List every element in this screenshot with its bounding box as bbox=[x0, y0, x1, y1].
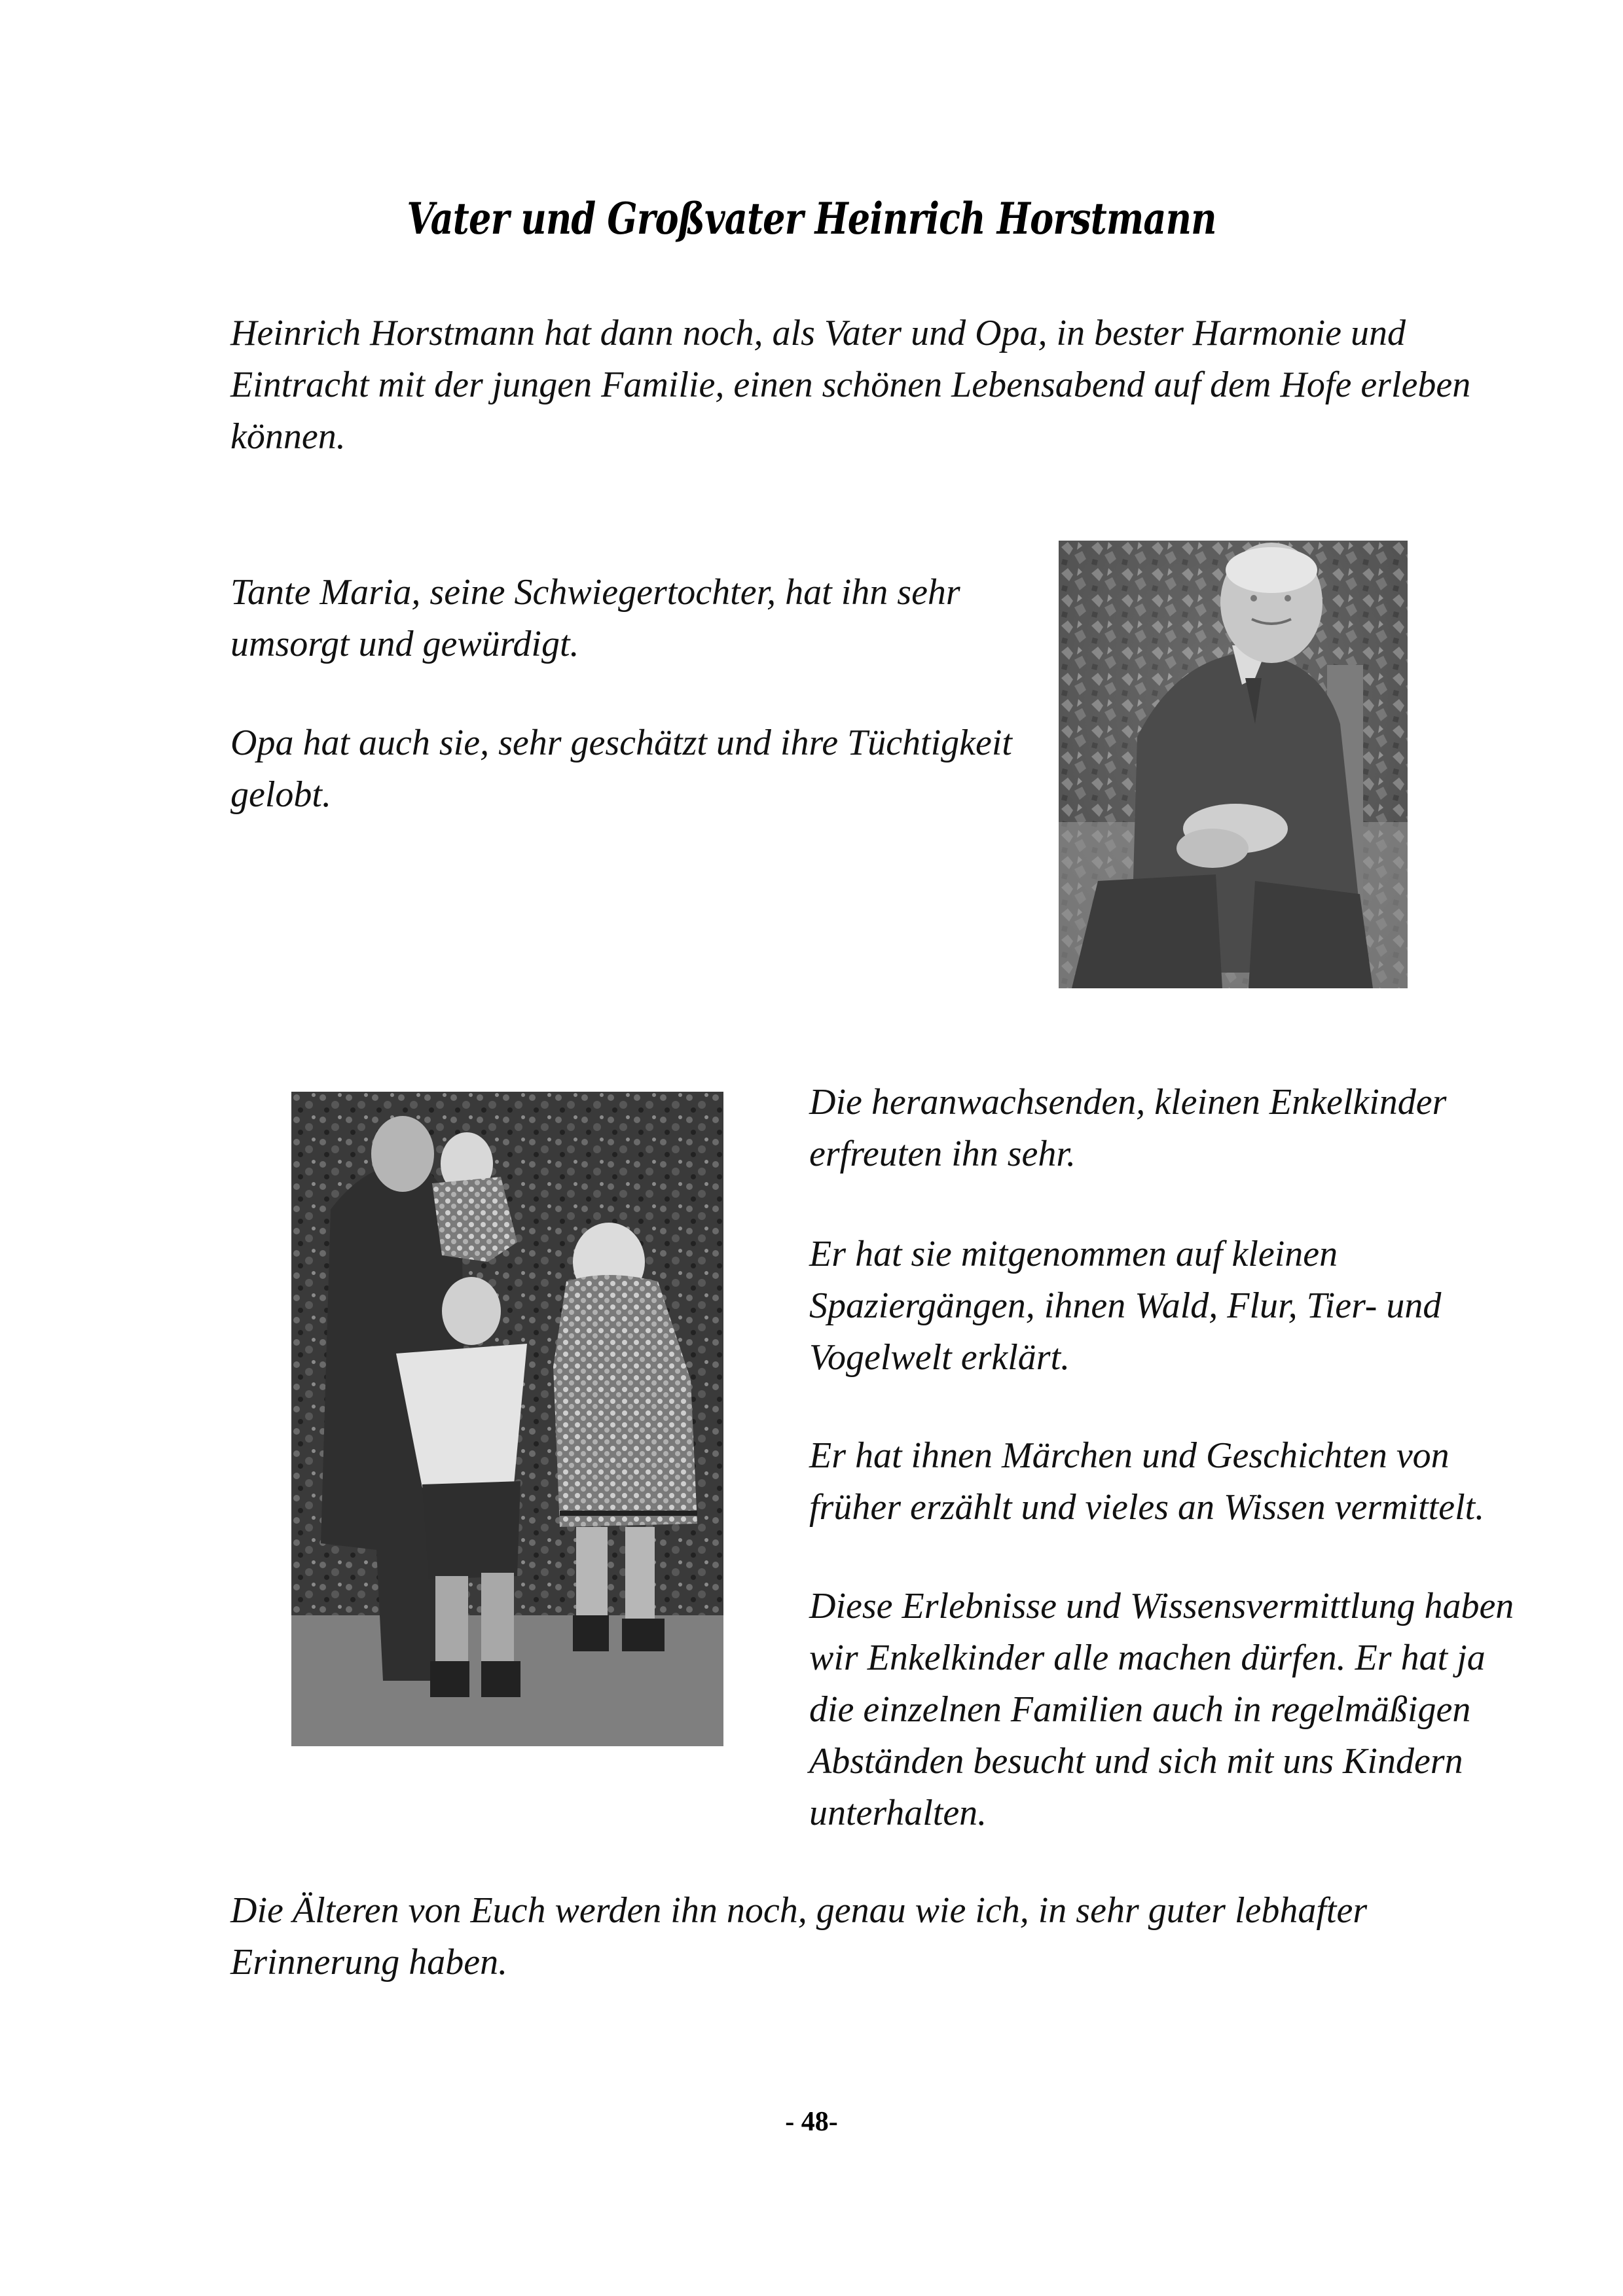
text-line: Erinnerung haben. bbox=[230, 1942, 508, 1982]
grandchildren-paragraph-4 bbox=[809, 1581, 1514, 1839]
text-line: früher erzählt und vieles an Wissen vermittelt. bbox=[809, 1487, 1485, 1528]
text-line: Abständen besucht und sich mit uns Kindern bbox=[809, 1741, 1463, 1782]
text-line: Heinrich Horstmann hat dann noch, als Vater und Opa, in bester Harmonie und bbox=[230, 313, 1406, 353]
maria-paragraph-2 bbox=[230, 717, 1012, 821]
page-title: Vater und Großvater Heinrich Horstmann bbox=[407, 193, 1216, 244]
text-line: Er hat sie mitgenommen auf kleinen bbox=[809, 1234, 1338, 1274]
photo-portrait-icon bbox=[1059, 541, 1408, 988]
page-number: - 48- bbox=[785, 2107, 838, 2137]
text-line: unterhalten. bbox=[809, 1793, 987, 1833]
photo-portrait bbox=[1059, 541, 1408, 988]
intro-paragraph bbox=[230, 308, 1470, 463]
text-line: Eintracht mit der jungen Familie, einen schönen Lebensabend auf dem Hofe erleben bbox=[230, 365, 1471, 405]
grandchildren-paragraph-2 bbox=[809, 1229, 1441, 1384]
closing-paragraph bbox=[230, 1885, 1367, 1988]
text-line: wir Enkelkinder alle machen dürfen. Er hat ja bbox=[809, 1638, 1486, 1678]
text-line: Die heranwachsenden, kleinen Enkelkinder bbox=[809, 1082, 1447, 1122]
text-line: umsorgt und gewürdigt. bbox=[230, 624, 579, 664]
text-line: Er hat ihnen Märchen und Geschichten von bbox=[809, 1435, 1450, 1476]
text-line: können. bbox=[230, 416, 346, 457]
text-line: Vogelwelt erklärt. bbox=[809, 1337, 1070, 1378]
photo-family bbox=[291, 1092, 723, 1746]
text-line: Spaziergängen, ihnen Wald, Flur, Tier- und bbox=[809, 1285, 1442, 1326]
text-line: Tante Maria, seine Schwiegertochter, hat ihn sehr bbox=[230, 572, 960, 613]
text-line: Diese Erlebnisse und Wissensvermittlung haben bbox=[809, 1586, 1514, 1626]
text-line: Die Älteren von Euch werden ihn noch, genau wie ich, in sehr guter lebhafter bbox=[230, 1890, 1368, 1931]
text-line: die einzelnen Familien auch in regelmäßigen bbox=[809, 1689, 1471, 1730]
grandchildren-paragraph-3 bbox=[809, 1430, 1484, 1534]
text-line: erfreuten ihn sehr. bbox=[809, 1134, 1076, 1174]
text-line: gelobt. bbox=[230, 774, 331, 815]
photo-family-icon bbox=[291, 1092, 723, 1746]
grandchildren-paragraph-1 bbox=[809, 1077, 1446, 1180]
text-line: Opa hat auch sie, sehr geschätzt und ihre Tüchtigkeit bbox=[230, 723, 1012, 763]
maria-paragraph-1 bbox=[230, 567, 960, 670]
